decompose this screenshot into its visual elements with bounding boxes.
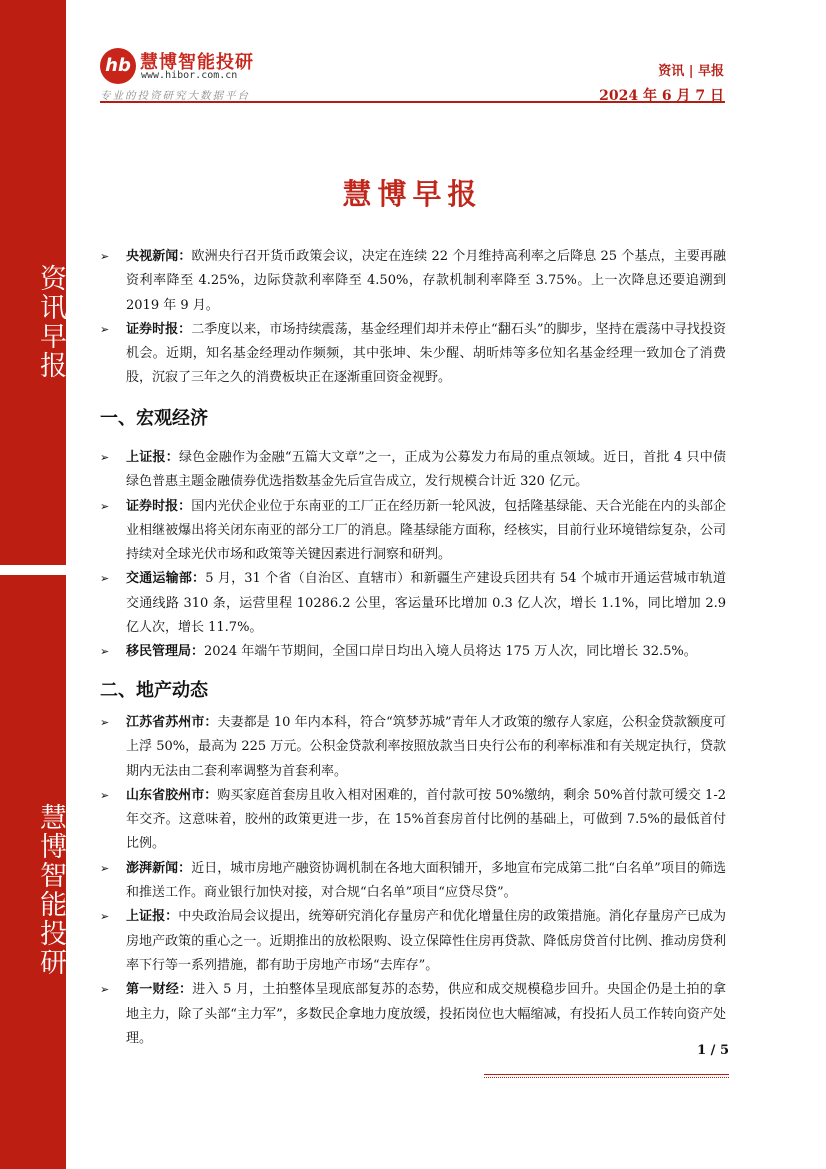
sidebar-top-text: 资讯早报 (35, 264, 66, 380)
item-source: 上证报： (126, 450, 179, 465)
arrow-bullet-icon: ➢ (100, 572, 110, 586)
item-source: 证券时报： (126, 498, 192, 514)
item-text: 二季度以来，市场持续震荡，基金经理们却并未停止“翻石头”的脚步，坚持在震荡中寻找投资机会。近期，知名基金经理动作频频，其中张坤、朱少醒、胡昕炜等多位知名基金经理一致加仓了消费股，沉寂了三年之久的消费板块正在逐渐重回资金视野。 (126, 321, 726, 386)
footer-divider (484, 1077, 729, 1078)
item-text: 近日，城市房地产融资协调机制在各地大面积铺开，多地宣布完成第二批“白名单”项目的筛选和推送工作。商业银行加快对接，对合规“白名单”项目“应贷尽贷”。 (126, 860, 726, 901)
arrow-bullet-icon: ➢ (100, 322, 110, 336)
item-text: 国内光伏企业位于东南亚的工厂正在经历新一轮风波，包括隆基绿能、天合光能在内的头部企业相继被爆出将关闭东南亚的部分工厂的消息。隆基绿能方面称，经核实，目前行业环境错综复杂，公司持续对全球光伏市场和政策等关键因素进行洞察和研判。 (126, 498, 726, 563)
list-item (100, 978, 726, 1051)
header-divider (100, 101, 725, 103)
header-category: 资讯 | 早报 (658, 64, 724, 79)
logo-slogan: 专业的投资研究大数据平台 (100, 90, 250, 102)
item-source: 证券时报： (126, 321, 192, 337)
list-item (100, 245, 726, 318)
item-text: 绿色金融作为金融“五篇大文章”之一，正成为公募发力布局的重点领域。近日，首批 4 只中债绿色普惠主题金融债券优选指数基金先后宣告成立，发行规模合计近 320 亿元。 (126, 450, 726, 490)
sidebar (0, 0, 66, 1169)
arrow-bullet-icon: ➢ (100, 910, 110, 924)
arrow-bullet-icon: ➢ (100, 451, 110, 464)
list-item (100, 318, 726, 391)
item-source: 山东省胶州市： (126, 787, 218, 803)
arrow-bullet-icon: ➢ (100, 788, 110, 802)
arrow-bullet-icon: ➢ (100, 250, 110, 263)
section-list (100, 446, 726, 665)
arrow-bullet-icon: ➢ (100, 983, 110, 997)
list-item (100, 905, 726, 978)
item-text: 5 月，31 个省（自治区、直辖市）和新疆生产建设兵团共有 54 个城市开通运营城市轨道交通线路 310 条，运营里程 10286.2 公里，客运量环比增加 0.3 亿人次，增长 1.1%，同比增加 2.9 亿人次，增长 11.7%。 (126, 571, 726, 636)
section-list (100, 711, 726, 1051)
item-source: 第一财经： (126, 982, 193, 998)
list-item (100, 711, 726, 784)
intro-list (100, 245, 726, 391)
page-title: 慧博早报 (342, 177, 483, 211)
arrow-bullet-icon: ➢ (100, 645, 110, 659)
sidebar-divider (0, 565, 66, 575)
item-text: 2024 年端午节期间，全国口岸日均出入境人员将达 175 万人次，同比增长 32.5%。 (204, 644, 697, 660)
sidebar-bottom-text: 慧博智能投研 (35, 803, 66, 977)
arrow-bullet-icon: ➢ (100, 716, 110, 729)
header-meta (599, 60, 724, 105)
logo-name: 慧博智能投研 (140, 52, 254, 73)
item-source: 央视新闻： (126, 249, 192, 264)
section-heading: 一、宏观经济 (100, 408, 208, 429)
arrow-bullet-icon: ➢ (100, 499, 110, 513)
page-number: 1 / 5 (697, 1043, 729, 1058)
list-item (100, 640, 726, 664)
arrow-bullet-icon: ➢ (100, 861, 110, 875)
item-source: 上证报： (126, 909, 179, 925)
item-text: 夫妻都是 10 年内本科，符合“筑梦苏城”青年人才政策的缴存人家庭，公积金贷款额度可上浮 50%，最高为 225 万元。公积金贷款利率按照放款当日央行公布的利率标准和有关规定执行，贷款期内无法由二套利率调整为首套利率。 (126, 715, 726, 779)
footer-divider (484, 1074, 729, 1075)
item-text: 欧洲央行召开货币政策会议，决定在连续 22 个月维持高利率之后降息 25 个基点，主要再融资利率降至 4.25%，边际贷款利率降至 4.50%，存款机制利率降至 3.75%。上一次降息还要追溯到 2019 年 9 月。 (126, 249, 726, 313)
header-date: 2024 年 6 月 7 日 (599, 88, 724, 104)
item-source: 移民管理局： (126, 644, 205, 660)
logo-url: www.hibor.com.cn (141, 70, 238, 81)
list-item (100, 784, 726, 857)
item-source: 澎湃新闻： (126, 860, 192, 876)
item-text: 购买家庭首套房且收入相对困难的，首付款可按 50%缴纳，剩余 50%首付款可缓交 1-2 年交齐。这意味着，胶州的政策更进一步，在 15%首套房首付比例的基础上，可做到 7.5%的最低首付比例。 (126, 787, 726, 852)
list-item (100, 495, 726, 568)
section-heading: 二、地产动态 (100, 680, 208, 701)
item-source: 江苏省苏州市： (126, 715, 218, 730)
item-text: 进入 5 月，土拍整体呈现底部复苏的态势，供应和成交规模稳步回升。央国企仍是土拍的拿地主力，除了头部“主力军”，多数民企拿地力度放缓，投拓岗位也大幅缩减，有投拓人员工作转向资产处理。 (126, 982, 726, 1046)
item-source: 交通运输部： (126, 571, 206, 587)
list-item (100, 857, 726, 906)
logo-mark-icon: hb (100, 48, 136, 84)
list-item (100, 446, 726, 495)
list-item (100, 567, 726, 640)
item-text: 中央政治局会议提出，统筹研究消化存量房产和优化增量住房的政策措施。消化存量房产已成为房地产政策的重心之一。近期推出的放松限购、设立保障性住房再贷款、降低房贷首付比例、推动房贷利率下行等一系列措施，都有助于房地产市场“去库存”。 (126, 909, 726, 973)
